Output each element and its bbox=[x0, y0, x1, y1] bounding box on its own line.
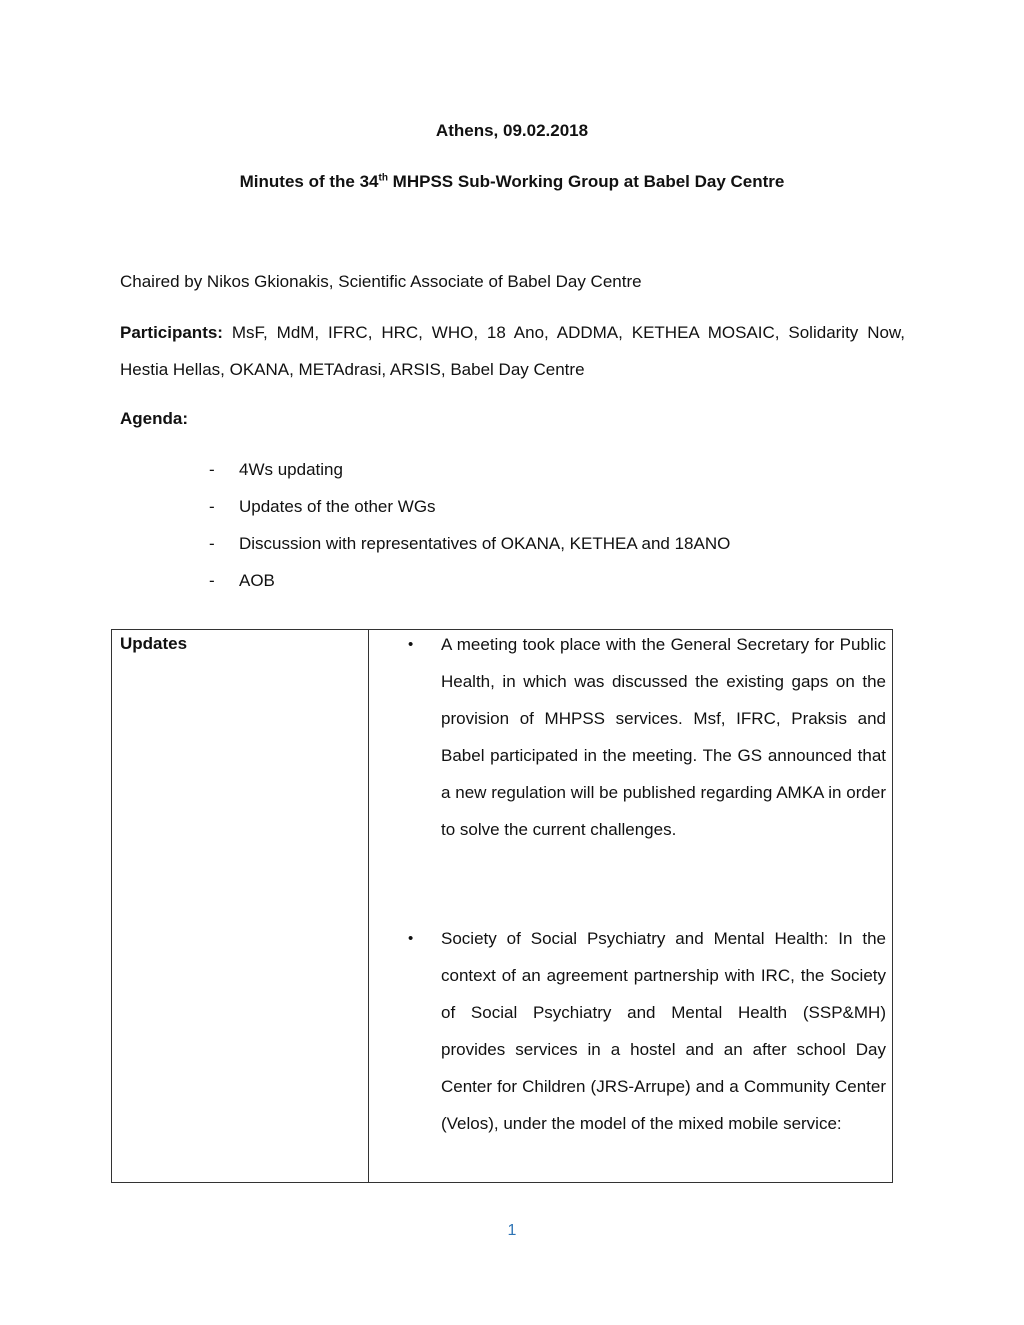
document-title bbox=[0, 172, 1024, 192]
agenda-item-text: Discussion with representatives of OKANA, KETHEA and 18ANO bbox=[239, 534, 731, 553]
chaired-by-line: Chaired by Nikos Gkionakis, Scientific Associate of Babel Day Centre bbox=[120, 272, 642, 291]
agenda-dash: - bbox=[209, 571, 215, 590]
agenda-item bbox=[209, 488, 730, 525]
agenda-dash: - bbox=[209, 460, 215, 479]
bullet-dot: • bbox=[408, 636, 414, 653]
agenda-item-text: AOB bbox=[239, 571, 275, 590]
updates-header-cell: Updates bbox=[120, 634, 188, 653]
agenda-label: Agenda: bbox=[120, 409, 188, 428]
agenda-item bbox=[209, 562, 730, 599]
update-bullet-text: A meeting took place with the General Secretary for Public Health, in which was discussed the existing gaps on the provision of MHPSS services. Msf, IFRC, Praksis and Babel participated in the meeting. The GS announced that a new regulation will be published regarding AMKA in order to solve the current challenges. bbox=[441, 635, 886, 839]
agenda-list bbox=[209, 451, 730, 599]
document-date: Athens, 09.02.2018 bbox=[435, 121, 589, 140]
updates-table bbox=[111, 629, 893, 1183]
update-bullet-text: Society of Social Psychiatry and Mental Health: In the context of an agreement partnership with IRC, the Society of Social Psychiatry and Mental Health (SSP&MH) provides services in a hostel and an after school Day Center for Children (JRS-Arrupe) and a Community Center (Velos), under the model of the mixed mobile service: bbox=[441, 929, 886, 1133]
participants-list: MsF, MdM, IFRC, HRC, WHO, 18 Ano, ADDMA, KETHEA MOSAIC, Solidarity Now, Hestia Hellas, OKANA, METAdrasi, ARSIS, Babel Day Centre bbox=[120, 323, 905, 379]
participants-paragraph bbox=[120, 314, 905, 388]
agenda-item-text: 4Ws updating bbox=[239, 460, 343, 479]
table-column-divider bbox=[368, 630, 369, 1182]
title-superscript: th bbox=[378, 172, 388, 184]
bullet-dot: • bbox=[408, 930, 414, 947]
participants-label: Participants: bbox=[120, 323, 223, 342]
title-prefix: Minutes of the 34 bbox=[239, 172, 379, 191]
title-suffix: MHPSS Sub-Working Group at Babel Day Centre bbox=[387, 172, 785, 191]
agenda-item bbox=[209, 525, 730, 562]
agenda-item-text: Updates of the other WGs bbox=[239, 497, 436, 516]
page-number: 1 bbox=[507, 1222, 517, 1239]
agenda-dash: - bbox=[209, 497, 215, 516]
agenda-dash: - bbox=[209, 534, 215, 553]
agenda-item bbox=[209, 451, 730, 488]
